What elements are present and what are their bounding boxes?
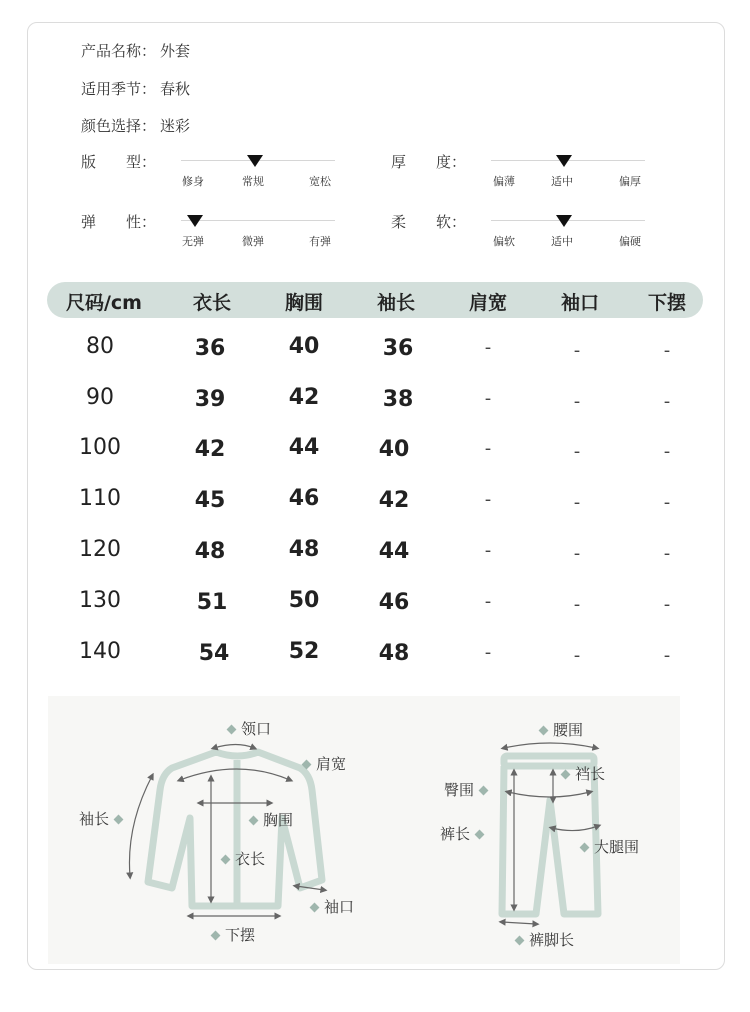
cell-cuff: - [573,492,581,513]
thigh-text: 大腿围 [594,838,640,856]
hem-label [206,924,255,945]
header-chest: 胸围 [284,292,323,314]
softness-option: 偏软 [493,235,515,248]
cell-cuff: - [573,645,581,666]
pant-length-label [440,823,489,844]
cell-hem: - [663,594,671,615]
cell-shoulder: - [484,388,492,409]
diamond-icon [249,816,259,826]
fit-option: 修身 [182,175,204,188]
header-hem: 下摆 [647,292,686,314]
cell-cuff: - [573,391,581,412]
cell-shoulder: - [484,337,492,358]
color-key: 颜色选择： [81,117,157,135]
product-name-key: 产品名称： [81,42,157,60]
cell-length: 36 [194,336,226,361]
fit-option: 常规 [242,175,264,188]
thickness-option: 适中 [551,175,573,188]
cell-chest: 52 [288,639,320,664]
waist-text: 腰围 [553,721,584,739]
softness-label: 柔 软： [391,213,467,231]
shoulder-label [297,753,346,774]
cell-length: 42 [194,437,226,462]
cell-size: 130 [79,588,121,613]
diamond-icon [227,725,237,735]
cell-size: 110 [79,486,121,511]
cell-sleeve: 40 [378,437,410,462]
season-key: 适用季节： [81,80,157,98]
header-length: 衣长 [192,292,231,314]
cell-shoulder: - [484,438,492,459]
header-sleeve: 袖长 [376,292,415,314]
fit-option: 宽松 [309,175,331,188]
thickness-option: 偏厚 [619,175,641,188]
cell-hem: - [663,441,671,462]
cell-shoulder: - [484,540,492,561]
elasticity-option: 无弹 [182,235,204,248]
cell-shoulder: - [484,591,492,612]
cell-cuff: - [573,543,581,564]
hem-text: 下摆 [225,926,256,944]
cell-sleeve: 44 [378,539,410,564]
cell-size: 100 [79,435,121,460]
cell-size: 140 [79,639,121,664]
rise-text: 裆长 [575,765,606,783]
cell-hem: - [663,391,671,412]
cell-shoulder: - [484,642,492,663]
chest-label [244,809,293,830]
season-value: 春秋 [160,80,191,98]
sleeve-label [79,808,128,829]
collar-text: 领口 [241,720,272,738]
cell-chest: 46 [288,486,320,511]
length-text: 衣长 [235,850,266,868]
cuff-label [305,896,354,917]
cell-sleeve: 46 [378,590,410,615]
hip-label [444,779,493,800]
cell-hem: - [663,645,671,666]
cell-chest: 44 [288,435,320,460]
cell-length: 48 [194,539,226,564]
elasticity-label: 弹 性： [81,213,157,231]
cell-cuff: - [573,594,581,615]
color-value: 迷彩 [160,117,191,135]
length-label [216,848,265,869]
diamond-icon [310,903,320,913]
cell-chest: 50 [288,588,320,613]
header-shoulder: 肩宽 [468,292,507,314]
product-name-value: 外套 [160,42,191,60]
cuff-text: 袖口 [324,898,355,916]
collar-label [222,718,271,739]
diamond-icon [515,936,525,946]
cell-size: 120 [79,537,121,562]
cell-size: 90 [86,385,114,410]
rise-label [556,763,605,784]
diamond-icon [580,843,590,853]
cell-sleeve: 38 [382,387,414,412]
diamond-icon [302,760,312,770]
softness-option: 适中 [551,235,573,248]
thickness-label: 厚 度： [391,153,467,171]
shoulder-text: 肩宽 [316,755,347,773]
fit-label: 版 型： [81,153,157,171]
cell-length: 51 [196,590,228,615]
cell-shoulder: - [484,489,492,510]
softness-option: 偏硬 [619,235,641,248]
header-cuff: 袖口 [560,292,599,314]
header-size: 尺码/cm [65,292,142,314]
cell-chest: 40 [288,334,320,359]
leg-opening-text: 裤脚长 [529,931,575,949]
thickness-option: 偏薄 [493,175,515,188]
cell-cuff: - [573,441,581,462]
leg-opening-label [510,929,574,950]
cell-size: 80 [86,334,114,359]
diamond-icon [114,815,124,825]
cell-chest: 48 [288,537,320,562]
thigh-label [575,836,639,857]
jacket-outline [148,752,322,906]
cell-sleeve: 48 [378,641,410,666]
elasticity-option: 有弹 [309,235,331,248]
cell-length: 54 [198,641,230,666]
cell-length: 45 [194,488,226,513]
cell-sleeve: 36 [382,336,414,361]
cell-hem: - [663,543,671,564]
diamond-icon [539,726,549,736]
diamond-icon [475,830,485,840]
pant-length-text: 裤长 [440,825,471,843]
cell-sleeve: 42 [378,488,410,513]
jacket-measure-lines [129,745,324,917]
sleeve-text: 袖长 [79,810,110,828]
diamond-icon [221,855,231,865]
diamond-icon [211,931,221,941]
cell-length: 39 [194,387,226,412]
waist-label [534,719,583,740]
cell-cuff: - [573,340,581,361]
hip-text: 臀围 [444,781,475,799]
cell-hem: - [663,492,671,513]
chest-text: 胸围 [263,811,294,829]
diamond-icon [561,770,571,780]
cell-chest: 42 [288,385,320,410]
diamond-icon [479,786,489,796]
cell-hem: - [663,340,671,361]
elasticity-option: 微弹 [242,235,264,248]
